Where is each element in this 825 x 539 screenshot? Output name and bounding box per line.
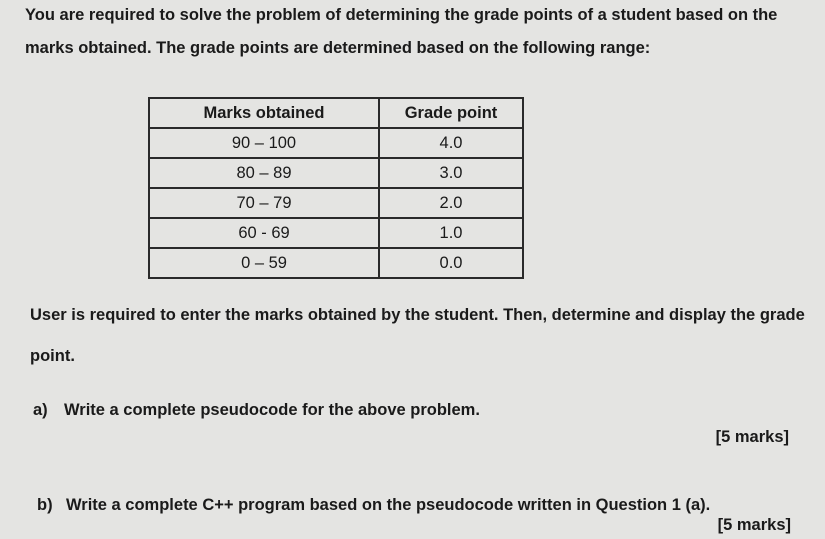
intro-line-2: marks obtained. The grade points are determined based on the following range:: [25, 39, 651, 57]
grade-cell: 0.0: [379, 248, 523, 278]
question-b-marks: [5 marks]: [717, 516, 791, 534]
table-row: [149, 188, 523, 218]
question-a-marks: [5 marks]: [715, 428, 789, 446]
instruction-line-1: User is required to enter the marks obtained by the student. Then, determine and display the grade: [30, 306, 805, 324]
question-b-label: b): [37, 496, 53, 514]
grade-cell: 2.0: [379, 188, 523, 218]
marks-cell: 80 – 89: [149, 158, 379, 188]
header-marks: Marks obtained: [149, 98, 379, 128]
marks-cell: 70 – 79: [149, 188, 379, 218]
table-row: [149, 128, 523, 158]
question-a-text: Write a complete pseudocode for the above problem.: [64, 401, 480, 419]
table-row: [149, 218, 523, 248]
header-grade: Grade point: [379, 98, 523, 128]
marks-cell: 60 - 69: [149, 218, 379, 248]
table-row: [149, 248, 523, 278]
question-b-text: Write a complete C++ program based on the pseudocode written in Question 1 (a).: [66, 496, 711, 514]
grade-cell: 4.0: [379, 128, 523, 158]
grade-cell: 1.0: [379, 218, 523, 248]
marks-cell: 0 – 59: [149, 248, 379, 278]
table-row: [149, 158, 523, 188]
grade-cell: 3.0: [379, 158, 523, 188]
table-header-row: [149, 98, 523, 128]
question-a-label: a): [33, 401, 48, 419]
intro-line-1: You are required to solve the problem of determining the grade points of a student based on the: [25, 6, 778, 24]
marks-cell: 90 – 100: [149, 128, 379, 158]
instruction-line-2: point.: [30, 347, 75, 365]
grade-table: [148, 97, 524, 279]
